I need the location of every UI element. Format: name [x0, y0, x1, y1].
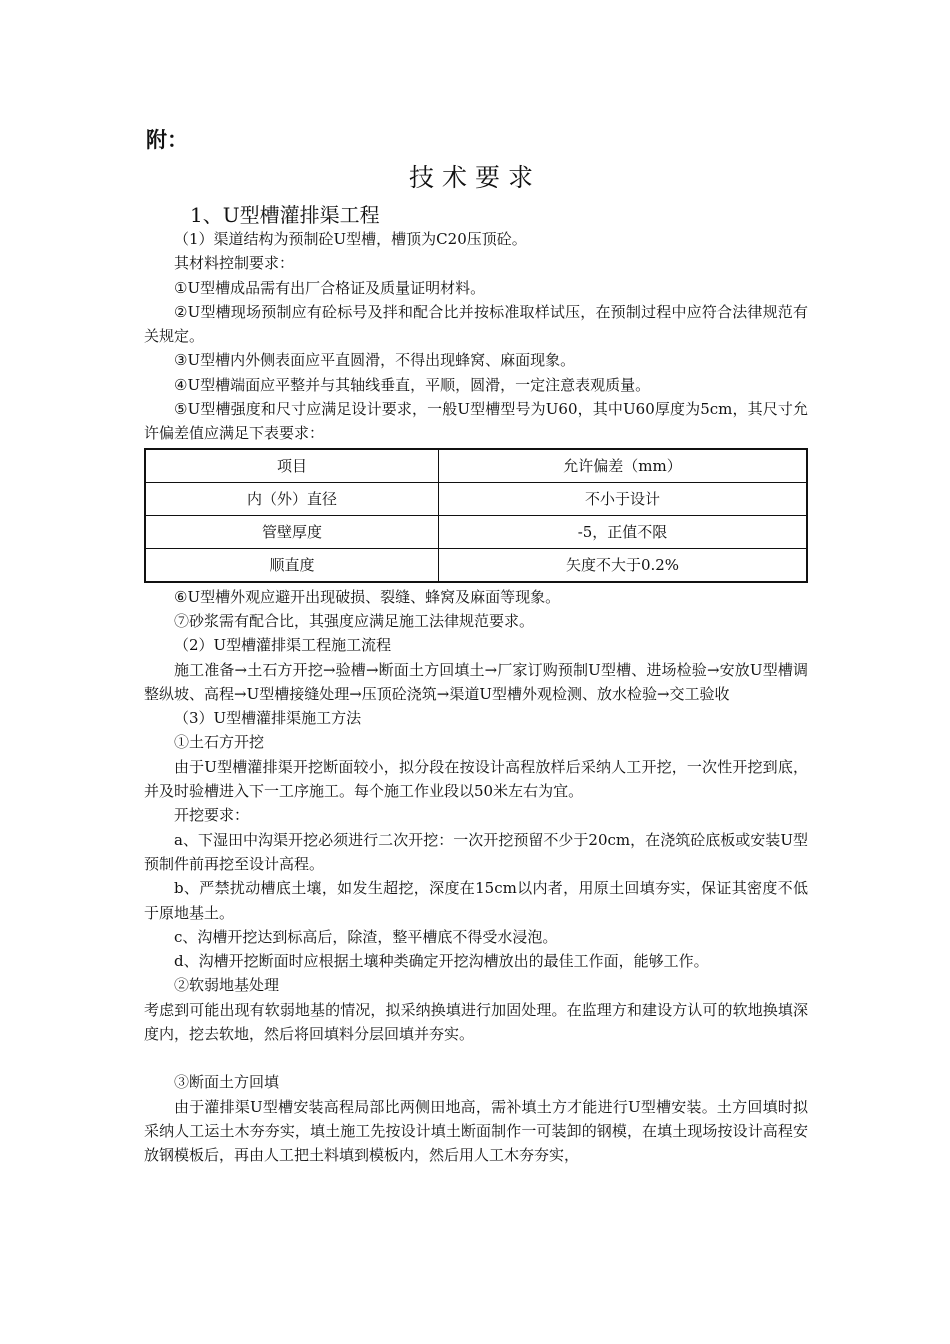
- table-cell: 矢度不大于0.2%: [439, 548, 808, 582]
- page-title: 技术要求: [408, 163, 541, 192]
- table-cell: 内（外）直径: [145, 482, 439, 515]
- paragraph: 由于灌排渠U型槽安装高程局部比两侧田地高，需补填土方才能进行U型槽安装。土方回填时拟采纳人工运土木夯夯实，填土施工先按设计填土断面制作一可装卸的钢模，在填土现场按设计高程安放钢模板后，再由人工把土料填到模板内，然后用人工木夯夯实，: [144, 1097, 808, 1165]
- paragraph: ④U型槽端面应平整并与其轴线垂直，平顺，圆滑，一定注意表观质量。: [174, 375, 651, 394]
- paragraph: 由于U型槽灌排渠开挖断面较小，拟分段在按设计高程放样后采纳人工开挖，一次性开挖到底，并及时验槽进入下一工序施工。每个施工作业段以50米左右为宜。: [144, 757, 808, 801]
- paragraph: ①土石方开挖: [174, 733, 265, 752]
- paragraph: （2）U型槽灌排渠工程施工流程: [174, 636, 392, 655]
- table-row: [145, 515, 807, 548]
- document-body: [144, 227, 808, 1168]
- table-row: [145, 482, 807, 515]
- section-heading: 1、U型槽灌排渠工程: [190, 203, 380, 227]
- paragraph: c、沟槽开挖达到标高后，除渣，整平槽底不得受水浸泡。: [174, 927, 558, 946]
- table-header-row: [145, 449, 807, 483]
- paragraph: ②软弱地基处理: [174, 976, 280, 995]
- paragraph: ①U型槽成品需有出厂合格证及质量证明材料。: [174, 278, 486, 297]
- table-cell: 管壁厚度: [145, 515, 439, 548]
- table-header-cell: 项目: [145, 449, 439, 483]
- paragraph: ③U型槽内外侧表面应平直圆滑，不得出现蜂窝、麻面现象。: [174, 351, 576, 370]
- table-row: [145, 548, 807, 582]
- paragraph: 开挖要求：: [174, 806, 250, 825]
- paragraph: （3）U型槽灌排渠施工方法: [174, 709, 362, 728]
- annex-label: 附：: [146, 128, 188, 152]
- paragraph: 施工准备→土石方开挖→验槽→断面土方回填土→厂家订购预制U型槽、进场检验→安放U型槽调整纵坡、高程→U型槽接缝处理→压顶砼浇筑→渠道U型槽外观检测、放水检验→交工验收: [144, 660, 808, 703]
- table-header-cell: 允许偏差（mm）: [439, 449, 808, 483]
- blank-line: [144, 1046, 808, 1070]
- table-cell: 顺直度: [145, 548, 439, 582]
- paragraph: 其材料控制要求：: [174, 254, 295, 273]
- paragraph: ②U型槽现场预制应有砼标号及拌和配合比并按标准取样试压，在预制过程中应符合法律规范有关规定。: [144, 302, 808, 346]
- table-cell: -5，正值不限: [439, 515, 808, 548]
- paragraph: b、严禁扰动槽底土壤，如发生超挖，深度在15cm以内者，用原土回填夯实，保证其密度不低于原地基土。: [144, 879, 808, 922]
- paragraph: d、沟槽开挖断面时应根据土壤种类确定开挖沟槽放出的最佳工作面，能够工作。: [174, 952, 709, 971]
- paragraph: a、下湿田中沟渠开挖必须进行二次开挖：一次开挖预留不少于20cm，在浇筑砼底板或安装U型预制件前再挖至设计高程。: [144, 830, 808, 873]
- tolerance-table: [144, 448, 808, 583]
- paragraph: 考虑到可能出现有软弱地基的情况，拟采纳换填进行加固处理。在监理方和建设方认可的软地换填深度内，挖去软地，然后将回填料分层回填并夯实。: [144, 1000, 808, 1044]
- paragraph: （1）渠道结构为预制砼U型槽，槽顶为C20压顶砼。: [174, 230, 527, 248]
- paragraph: ③断面土方回填: [174, 1073, 280, 1092]
- paragraph: ⑥U型槽外观应避开出现破损、裂缝、蜂窝及麻面等现象。: [174, 587, 561, 606]
- paragraph: ⑦砂浆需有配合比，其强度应满足施工法律规范要求。: [174, 611, 535, 630]
- paragraph: ⑤U型槽强度和尺寸应满足设计要求，一般U型槽型号为U60，其中U60厚度为5cm，其尺寸允许偏差值应满足下表要求：: [144, 400, 808, 443]
- table-cell: 不小于设计: [439, 482, 808, 515]
